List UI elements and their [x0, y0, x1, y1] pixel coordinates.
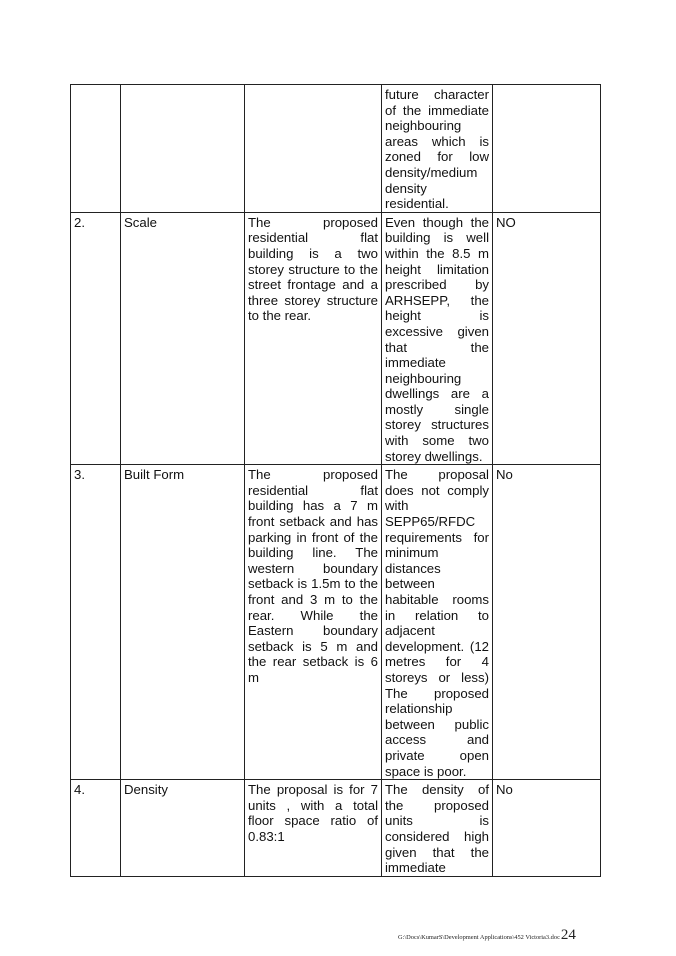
complies-cell — [493, 85, 601, 213]
item-number-cell: 4. — [71, 780, 121, 877]
category-cell — [121, 85, 245, 213]
page-footer — [398, 926, 576, 944]
proposal-cell — [245, 85, 382, 213]
table-row — [71, 85, 601, 213]
category-cell: Built Form — [121, 465, 245, 780]
complies-cell: NO — [493, 212, 601, 465]
proposal-cell: The proposed residential flat building has a 7 m front setback and has parking in front of the building line. The western boundary setback is 1.5m to the front and 3 m to the rear. While the Eastern boundary setback is 5 m and the rear setback is 6 m — [245, 465, 382, 780]
assessment-cell: Even though the building is well within the 8.5 m height limitation prescribed by ARHSEPP, the height is excessive given that the immediate neighbouring dwellings are a mostly single storey structures with some two storey dwellings. — [382, 212, 493, 465]
page-number: 24 — [560, 927, 576, 943]
table-row — [71, 780, 601, 877]
proposal-cell: The proposed residential flat building is a two storey structure to the street frontage and a three storey structure to the rear. — [245, 212, 382, 465]
file-path: G:\Docs\KumarS\Development Applications\452 Victoria3.doc — [398, 934, 560, 941]
assessment-cell: future character of the immediate neighbouring areas which is zoned for low density/medium density residential. — [382, 85, 493, 213]
assessment-cell: The density of the proposed units is considered high given that the immediate — [382, 780, 493, 877]
category-cell: Scale — [121, 212, 245, 465]
proposal-cell: The proposal is for 7 units , with a total floor space ratio of 0.83:1 — [245, 780, 382, 877]
table-row — [71, 465, 601, 780]
item-number-cell: 3. — [71, 465, 121, 780]
complies-cell: No — [493, 465, 601, 780]
assessment-cell: The proposal does not comply with SEPP65/RFDC requirements for minimum distances between habitable rooms in relation to adjacent development. (12 metres for 4 storeys or less) The proposed relationship between public access and private open space is poor. — [382, 465, 493, 780]
assessment-table — [70, 84, 601, 877]
item-number-cell: 2. — [71, 212, 121, 465]
category-cell: Density — [121, 780, 245, 877]
complies-cell: No — [493, 780, 601, 877]
item-number-cell — [71, 85, 121, 213]
table-row — [71, 212, 601, 465]
